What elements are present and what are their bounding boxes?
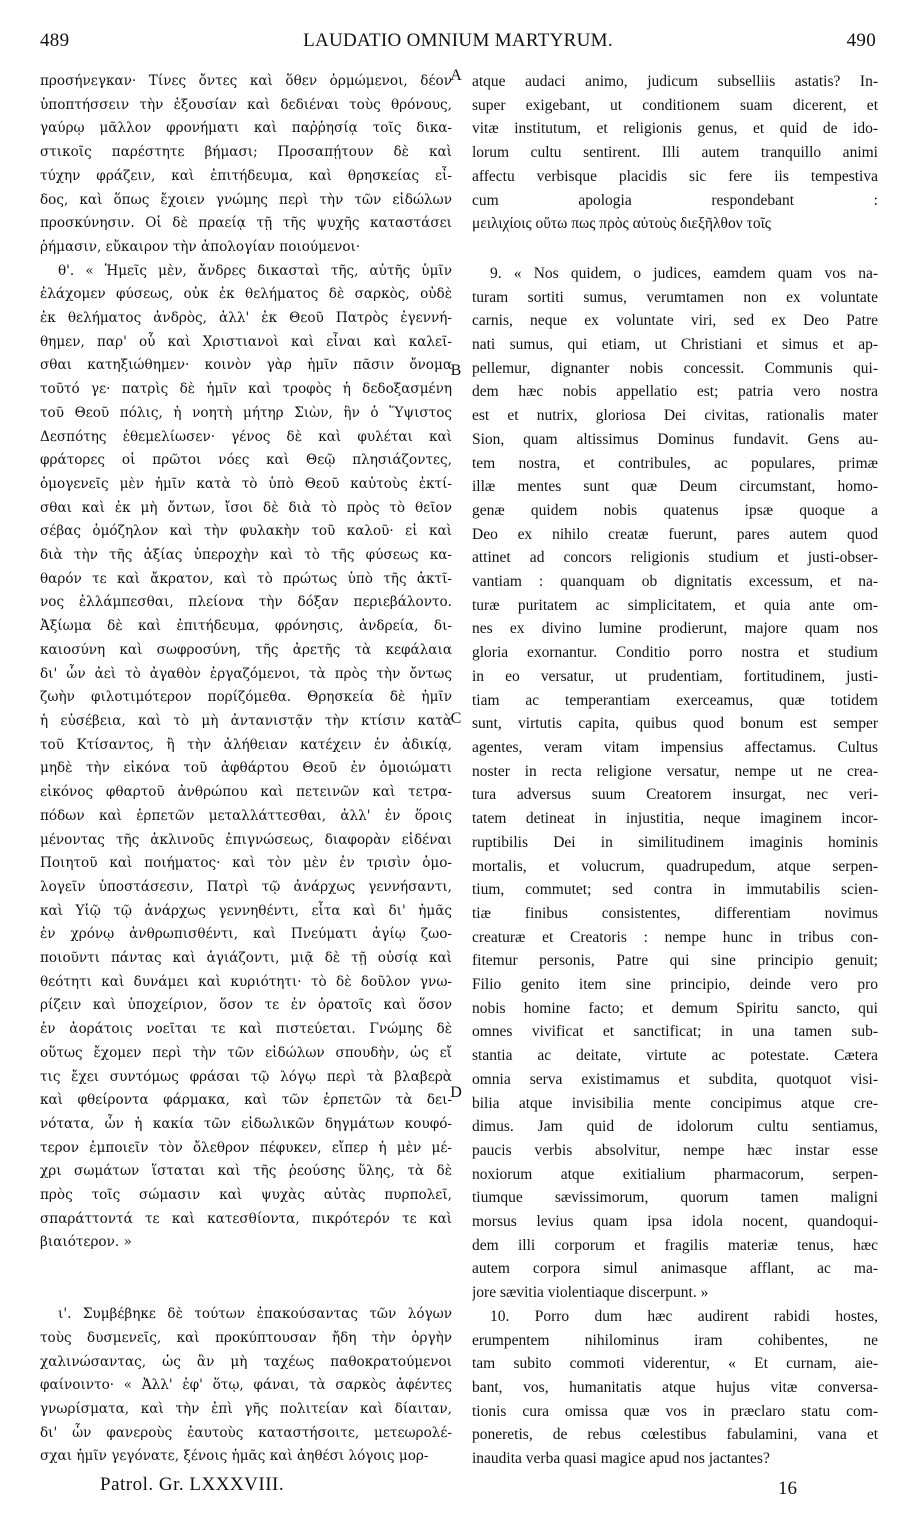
text-line: autem corpora simul animasque afflant, ac ma-: [472, 1260, 878, 1278]
text-line: τερον ἐμποιεῖν τὸν ὄλεθρον πέφυκεν, εἴπερ ἡ μὲν μέ-: [40, 1139, 452, 1156]
text-line: ἐν ἀοράτοις νοεῖται τε καὶ πιστεύεται. Γνώμης δὲ: [40, 1021, 452, 1038]
text-line: super exigebant, ut conditionem suam dicerent, et: [472, 96, 878, 114]
text-line: vantiam : quanquam ob dignitatis excessum, et na-: [472, 573, 878, 591]
text-line: cum apologia respondebant :: [472, 191, 878, 209]
text-line: ρίζειν καὶ ὑποχείριον, ὅσον τε ἐν ὁρατοῖς καὶ ὅσον: [40, 997, 452, 1014]
text-line: στικοῖς παρέστητε βήμασι; Προσαπῄτουν δὲ καὶ: [40, 144, 452, 161]
latin-section-8: [472, 70, 878, 236]
text-line: dem hæc nobis appellatio est; patria vero nostra: [472, 383, 878, 401]
text-line: θ'. « Ἡμεῖς μὲν, ἄνδρες δικασταὶ τῆς, αὐτῆς ὑμῖν: [58, 262, 452, 279]
text-line: sunt, virtutis capita, quibus quod bonum est semper: [472, 715, 878, 733]
text-line: mortalis, et volucrum, quadrupedum, atque serpen-: [472, 857, 878, 875]
text-line: agentes, veram vitam impensius affectamus. Cultus: [472, 738, 878, 756]
margin-letter-c: C: [450, 710, 462, 727]
text-line: καὶ φθείροντα φάρμακα, καὶ τῶν ἑρπετῶν τὰ δει-: [40, 1092, 452, 1109]
text-line: γνωρίσματα, καὶ τὴν ἐπὶ γῆς πολιτείαν καὶ δίαιταν,: [40, 1400, 452, 1417]
text-line: πρὸς τοῖς σώμασιν καὶ ψυχὰς αὐτὰς πυρπολεῖ,: [40, 1187, 452, 1204]
text-line: καὶ Υἱῷ τῷ ἀνάρχως γεννηθέντι, εἶτα καὶ δι' ἡμᾶς: [40, 902, 452, 919]
text-line: πόδων καὶ ἑρπετῶν μεταλλάττεσθαι, ἀλλ' ἐν ὅροις: [40, 807, 452, 824]
text-line: προσκύνησιν. Οἱ δὲ πραείᾳ τῇ τῆς ψυχῆς καταστάσει: [40, 215, 452, 232]
text-line: γαύρῳ μᾶλλον φρονήματι καὶ παῤῥησίᾳ τοῖς δικα-: [40, 120, 452, 137]
text-line: σχαι ἡμῖν γεγόνατε, ξένοις ἡμᾶς καὶ ἀηθέσι λόγοις μορ-: [40, 1448, 429, 1465]
latin-section-10: [472, 1305, 878, 1471]
text-line: ruptibilis Dei in similitudinem imaginis hominis: [472, 833, 878, 851]
greek-section-10: [40, 1303, 452, 1469]
margin-letter-a: A: [450, 67, 462, 84]
text-line: σέβας ὁμόζηλον καὶ τὴν φυλακὴν τοῦ καλοῦ· εἰ καὶ: [40, 523, 452, 540]
text-line: carnis, neque ex voluntate viri, sed ex Deo Patre: [472, 312, 878, 330]
text-line: vitæ institutum, et religionis genus, et quid de ido-: [472, 120, 878, 138]
text-line: τοῦ Κτίσαντος, ἢ τὴν ἀλήθειαν κατέχειν ἐν ἀδικίᾳ,: [40, 736, 452, 753]
text-line: ὁμογενεῖς μὲν ἡμῖν κατὰ τὸ ὑπὸ Θεοῦ καὐτοὺς ἐκτί-: [40, 475, 452, 492]
text-line: μειλιχίοις οὕτω πως πρὸς αὐτοὺς διεξῆλθον τοῖς: [472, 215, 771, 233]
text-line: attinet ad concors religionis studium et justi-obser-: [472, 549, 878, 567]
text-line: βιαιότερον. »: [40, 1234, 132, 1251]
text-line: ἐλάχομεν φύσεως, οὐκ ἐκ θελήματος δὲ σαρκὸς, οὐδὲ: [40, 286, 452, 303]
text-line: μηδὲ τὴν εἰκόνα τοῦ ἀφθάρτου Θεοῦ ἐν ὁμοιώματι: [40, 760, 452, 777]
text-line: τοῦτό γε· πατρὶς δὲ ἡμῖν καὶ τροφὸς ἡ δεδοξασμένη: [40, 381, 452, 398]
text-line: ἡ εὐσέβεια, καὶ τὸ μὴ ἀντανιστᾷν τὴν κτίσιν κατὰ: [40, 712, 452, 729]
greek-section-8: [40, 70, 452, 260]
text-line: δι' ὧν ἀεὶ τὸ ἀγαθὸν ἐργαζόμενοι, τὰ πρὸς τὴν ὄντως: [40, 665, 452, 682]
text-line: θαρόν τε καὶ ἄκρατον, καὶ τὸ πρώτως ὑπὸ τῆς ἀκτῖ-: [40, 570, 452, 587]
text-line: illæ mentes sunt quæ Deum circumstant, homo-: [472, 478, 878, 496]
text-line: τοὺς δυσμενεῖς, καὶ προκύπτουσαν ἤδη τὴν ὀργὴν: [40, 1329, 452, 1346]
text-line: atque audaci animo, judicum subselliis astatis? In-: [472, 73, 878, 90]
text-line: genæ quidem nobis quatenus ipsæ quoque a: [472, 501, 878, 519]
text-line: τοῦ Θεοῦ πόλις, ἡ νοητὴ μήτηρ Σιὼν, ἣν ὁ Ὕψιστος: [40, 404, 452, 421]
text-line: ι'. Συμβέβηκε δὲ τούτων ἐπακούσαντας τῶν λόγων: [58, 1306, 452, 1323]
text-line: μένοντας τῆς ἀκλινοῦς ἐπιγνώσεως, διαφορὰν εἰδέναι: [40, 831, 452, 848]
text-line: χαλινώσαντας, ὡς ἂν μὴ ταχέως παθοκρατούμενοι: [40, 1353, 452, 1370]
text-line: εἰκόνος φθαρτοῦ ἀνθρώπου καὶ πετεινῶν καὶ τετρα-: [40, 784, 452, 801]
text-line: Δεσπότης ἐθεμελίωσεν· γένος δὲ καὶ φυλέται καὶ: [40, 428, 452, 445]
text-line: διὰ τὴν τῆς ἀξίας ὑπεροχὴν καὶ τὸ τῆς φύσεως κα-: [40, 547, 452, 564]
text-line: Filio genito item sine principio, deinde vero pro: [472, 976, 878, 994]
text-line: Sion, quam altissimus Dominus fundavit. Gens au-: [472, 430, 878, 448]
text-line: καιοσύνη καὶ σωφροσύνη, τῆς ἀρετῆς τὰ κεφάλαια: [40, 641, 452, 658]
page-number-right: 490: [846, 30, 876, 51]
text-line: noster in recta religione versatur, nempe ut ne crea-: [472, 762, 878, 780]
text-line: Ἀξίωμα δὲ καὶ ἐπιτήδευμα, φρόνησις, ἀνδρεία, δι-: [40, 618, 452, 635]
text-line: tiam ac temperantiam exerceamus, quæ totidem: [472, 691, 878, 709]
text-line: tam subito commoti viderentur, « Et curnam, aie-: [472, 1355, 878, 1373]
text-line: lorum cultu sentirent. Illi autem tranquillo animi: [472, 144, 878, 162]
greek-column: [40, 70, 452, 1469]
text-line: nobis homine facto; et demum Spiritu sancto, qui: [472, 999, 878, 1017]
text-line: φράτορες οἱ πρῶτοι νόες καὶ Θεῷ πλησιάζοντες,: [40, 452, 452, 469]
text-line: paucis verbis absolvitur, nempe hæc instar esse: [472, 1141, 878, 1159]
text-line: bilia atque invisibilia mente concipimus atque cre-: [472, 1094, 878, 1112]
text-line: poneretis, de rebus cœlestibus fabulamini, vana et: [472, 1426, 878, 1444]
text-line: δι' ὧν φανεροὺς ἑαυτοὺς καταστήσοιτε, μετεωρολέ-: [40, 1424, 452, 1441]
text-line: in eo versatur, ut prudentiam, fortitudinem, justi-: [472, 667, 878, 685]
text-line: est et nutrix, gloriosa Dei civitas, rationalis mater: [472, 407, 878, 425]
text-line: fitemur personis, Patre qui sine principio genuit;: [472, 952, 878, 970]
text-line: 9. « Nos quidem, o judices, eamdem quam vos na-: [490, 264, 878, 282]
text-line: τις ἔχει συντόμως φράσαι τῷ λόγῳ περὶ τὰ βλαβερὰ: [40, 1068, 452, 1085]
text-line: dem illi corporum et fragilis materiæ tenus, hæc: [472, 1236, 878, 1254]
text-line: ποιοῦντι πάντας καὶ ἁγιάζοντι, μιᾷ δὲ τῇ οὐσίᾳ καὶ: [40, 950, 452, 967]
margin-letter-b: B: [450, 362, 462, 379]
text-line: turæ puritatem ac simplicitatem, et quia ante om-: [472, 596, 878, 614]
text-line: stantia ac deitate, virtute ac potestate. Cætera: [472, 1047, 878, 1065]
text-line: σθαι κατηξιώθημεν· κοινὸν γὰρ ἡμῖν πᾶσιν ὄνομα: [40, 357, 452, 374]
text-line: tatem detineat in injustitia, neque imaginem incor-: [472, 810, 878, 828]
text-line: omnia serva existimamus et subdita, quotquot visi-: [472, 1070, 878, 1088]
series-footer: Patrol. Gr. LXXXVIII.: [100, 1474, 285, 1495]
margin-letter-d: D: [450, 1084, 462, 1101]
text-line: Deo ex nihilo creatæ fuerunt, pares autem quod: [472, 525, 878, 543]
signature-mark: 16: [778, 1478, 797, 1499]
text-line: dimus. Jam quid de idolorum cultu sentiamus,: [472, 1118, 878, 1136]
text-line: 10. Porro dum hæc audirent rabidi hostes,: [490, 1307, 878, 1325]
text-line: ζωὴν φιλοτιμότερον πορίζόμεθα. Θρησκεία δὲ ἡμῖν: [40, 689, 452, 706]
text-line: pellemur, dignanter nobis concessit. Communis qui-: [472, 359, 878, 377]
text-line: δος, καὶ ὅπως ἔχοιεν γνώμης περὶ τὴν τῶν εἰδώλων: [40, 191, 452, 208]
text-line: erumpentem nihilominus iram cohibentes, ne: [472, 1331, 878, 1349]
text-line: tem nostra, et contribules, ac populares, primæ: [472, 454, 878, 472]
text-line: omnes vivificat et sanctificat; in una tamen sub-: [472, 1023, 878, 1041]
text-line: χρι σωμάτων ἵσταται καὶ τῆς ῥεούσης ὕλης, τὰ δὲ: [40, 1163, 452, 1180]
text-line: nes ex divino lumine prodierunt, majore quam nos: [472, 620, 878, 638]
text-line: tiæ finibus consistentes, differentiam novimus: [472, 904, 878, 922]
text-line: tium, commutet; sed contra in immutabilis scien-: [472, 881, 878, 899]
text-line: φαίνοιντο· « Ἀλλ' ἐφ' ὅτῳ, φάναι, τὰ σαρκὸς ἀφέντες: [40, 1377, 452, 1394]
text-line: λογεῖν ὑποστάσεσιν, Πατρὶ τῷ ἀνάρχως γεννήσαντι,: [40, 878, 452, 895]
running-title: LAUDATIO OMNIUM MARTYRUM.: [303, 30, 613, 51]
text-line: tionis cura omissa quæ vos in præclaro statu com-: [472, 1402, 878, 1420]
text-line: turam sortiti sumus, verumtamen non ex voluntate: [472, 288, 878, 306]
text-line: ἐν χρόνῳ ἀνθρωπισθέντι, καὶ Πνεύματι ἁγίῳ ζωο-: [40, 926, 452, 943]
text-line: νος ἐλλάμπεσθαι, πλείονα τὴν δόξαν περιεβάλοντο.: [40, 594, 452, 611]
text-line: creaturæ et Creatoris : nempe hunc in tribus con-: [472, 928, 878, 946]
text-line: νότατα, ὧν ἡ κακία τῶν εἰδωλικῶν δηγμάτων κουφό-: [40, 1115, 452, 1132]
text-line: ὑποπτήσσειν τὴν ἐξουσίαν καὶ δεδιέναι τοὺς θρόνους,: [40, 96, 452, 113]
text-line: θημεν, παρ' οὗ καὶ Χριστιανοὶ καὶ εἶναι καὶ καλεῖ-: [40, 333, 452, 350]
text-line: morsus levius quam ipsa idola nocent, quandoqui-: [472, 1213, 878, 1231]
text-line: οὕτως ἔχομεν περὶ τὴν τῶν εἰδώλων σπουδὴν, ὡς εἴ: [40, 1044, 452, 1061]
text-line: προσήνεγκαν· Τίνες ὄντες καὶ ὅθεν ὁρμώμενοι, δέον: [40, 73, 452, 89]
text-line: jore sævitia violentiaque discerpunt. »: [472, 1284, 709, 1302]
text-line: inaudita verba quasi magice apud nos jactantes?: [472, 1450, 770, 1468]
page-number-left: 489: [40, 30, 70, 51]
text-line: ῥήμασιν, εὔκαιρον τὴν ἀπολογίαν ποιούμενοι·: [40, 238, 361, 255]
text-line: ἐκ θελήματος ἀνδρὸς, ἀλλ' ἐκ Θεοῦ Πατρὸς ἐγεννή-: [40, 310, 452, 327]
text-line: tiumque sævissimorum, quorum tamen maligni: [472, 1189, 878, 1207]
greek-section-9: [40, 260, 452, 1256]
text-line: affectu verbisque placidis sic fere iis tempestiva: [472, 167, 878, 185]
text-line: τύχην φράζειν, καὶ ἐπιτήδευμα, καὶ θρησκείας εἶ-: [40, 167, 452, 184]
text-line: θεότητι καὶ δυνάμει καὶ κυριότητι· τὸ δὲ δοῦλον γνω-: [40, 973, 452, 990]
text-line: nati sumus, qui etiam, ut Christiani et simus et ap-: [472, 336, 878, 354]
text-line: gloria exornantur. Conditio porro nostra et studium: [472, 644, 878, 662]
text-line: σπαράττοντά τε καὶ κατεσθίοντα, πικρότερόν τε καὶ: [40, 1210, 452, 1227]
latin-column: [472, 70, 878, 1471]
running-header: [40, 30, 876, 56]
text-line: noxiorum atque exitialium pharmacorum, serpen-: [472, 1165, 878, 1183]
text-line: σθαι καὶ ἐκ μὴ ὄντων, ἴσοι δὲ διὰ τὸ πρὸς τὸ θεῖον: [40, 499, 452, 516]
text-line: tura adversus suum Creatorem insurgat, nec veri-: [472, 786, 878, 804]
latin-section-9: [472, 262, 878, 1305]
text-line: bant, vos, humanitatis atque hujus vitæ conversa-: [472, 1378, 878, 1396]
text-line: Ποιητοῦ καὶ ποιήματος· καὶ τὸν μὲν ἐν τρισὶν ὁμο-: [40, 855, 452, 872]
